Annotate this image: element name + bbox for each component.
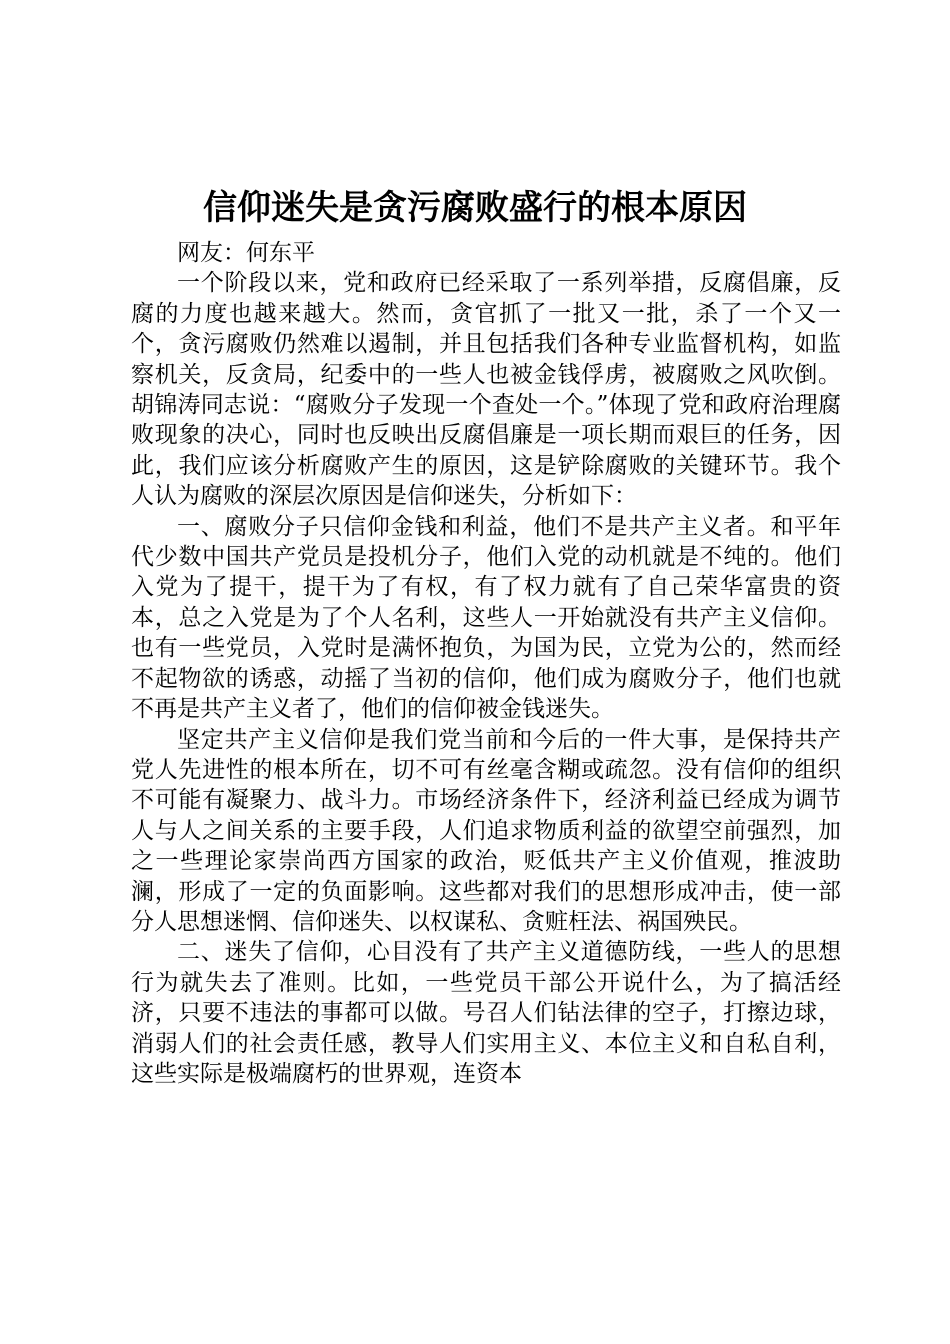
paragraph-point-two: 二、迷失了信仰，心目没有了共产主义道德防线，一些人的思想行为就失去了准则。比如，一些党员干部公开说什么，为了搞活经济，只要不违法的事都可以做。号召人们钻法律的空子，打擦边球，消弱人们的社会责任感，教导人们实用主义、本位主义和自私自利，这些实际是极端腐朽的世界观，连资本 <box>131 939 841 1087</box>
paragraph-firm-belief: 坚定共产主义信仰是我们党当前和今后的一件大事，是保持共产党人先进性的根本所在，切不可有丝毫含糊或疏忽。没有信仰的组织不可能有凝聚力、战斗力。市场经济条件下，经济利益已经成为调节人与人之间关系的主要手段，人们追求物质利益的欲望空前强烈，加之一些理论家崇尚西方国家的政治，贬低共产主义价值观，推波助澜，形成了一定的负面影响。这些都对我们的思想形成冲击，使一部分人思想迷惘、信仰迷失、以权谋私、贪赃枉法、祸国殃民。 <box>131 726 841 935</box>
document-title: 信仰迷失是贪污腐败盛行的根本原因 <box>203 188 747 228</box>
document-body <box>131 238 841 1089</box>
author-line: 网友：何东平 <box>177 240 315 266</box>
paragraph-intro: 一个阶段以来，党和政府已经采取了一系列举措，反腐倡廉，反腐的力度也越来越大。然而，贪官抓了一批又一批，杀了一个又一个，贪污腐败仍然难以遏制，并且包括我们各种专业监督机构，如监察机关，反贪局，纪委中的一些人也被金钱俘虏，被腐败之风吹倒。胡锦涛同志说：“腐败分子发现一个查处一个。”体现了党和政府治理腐败现象的决心，同时也反映出反腐倡廉是一项长期而艰巨的任务，因此，我们应该分析腐败产生的原因，这是铲除腐败的关键环节。我个人认为腐败的深层次原因是信仰迷失，分析如下： <box>131 270 841 510</box>
paragraph-point-one: 一、腐败分子只信仰金钱和利益，他们不是共产主义者。和平年代少数中国共产党员是投机分子，他们入党的动机就是不纯的。他们入党为了提干，提干为了有权，有了权力就有了自己荣华富贵的资本，总之入党是为了个人名利，这些人一开始就没有共产主义信仰。也有一些党员，入党时是满怀抱负，为国为民，立党为公的，然而经不起物欲的诱惑，动摇了当初的信仰，他们成为腐败分子，他们也就不再是共产主义者了，他们的信仰被金钱迷失。 <box>131 513 841 723</box>
